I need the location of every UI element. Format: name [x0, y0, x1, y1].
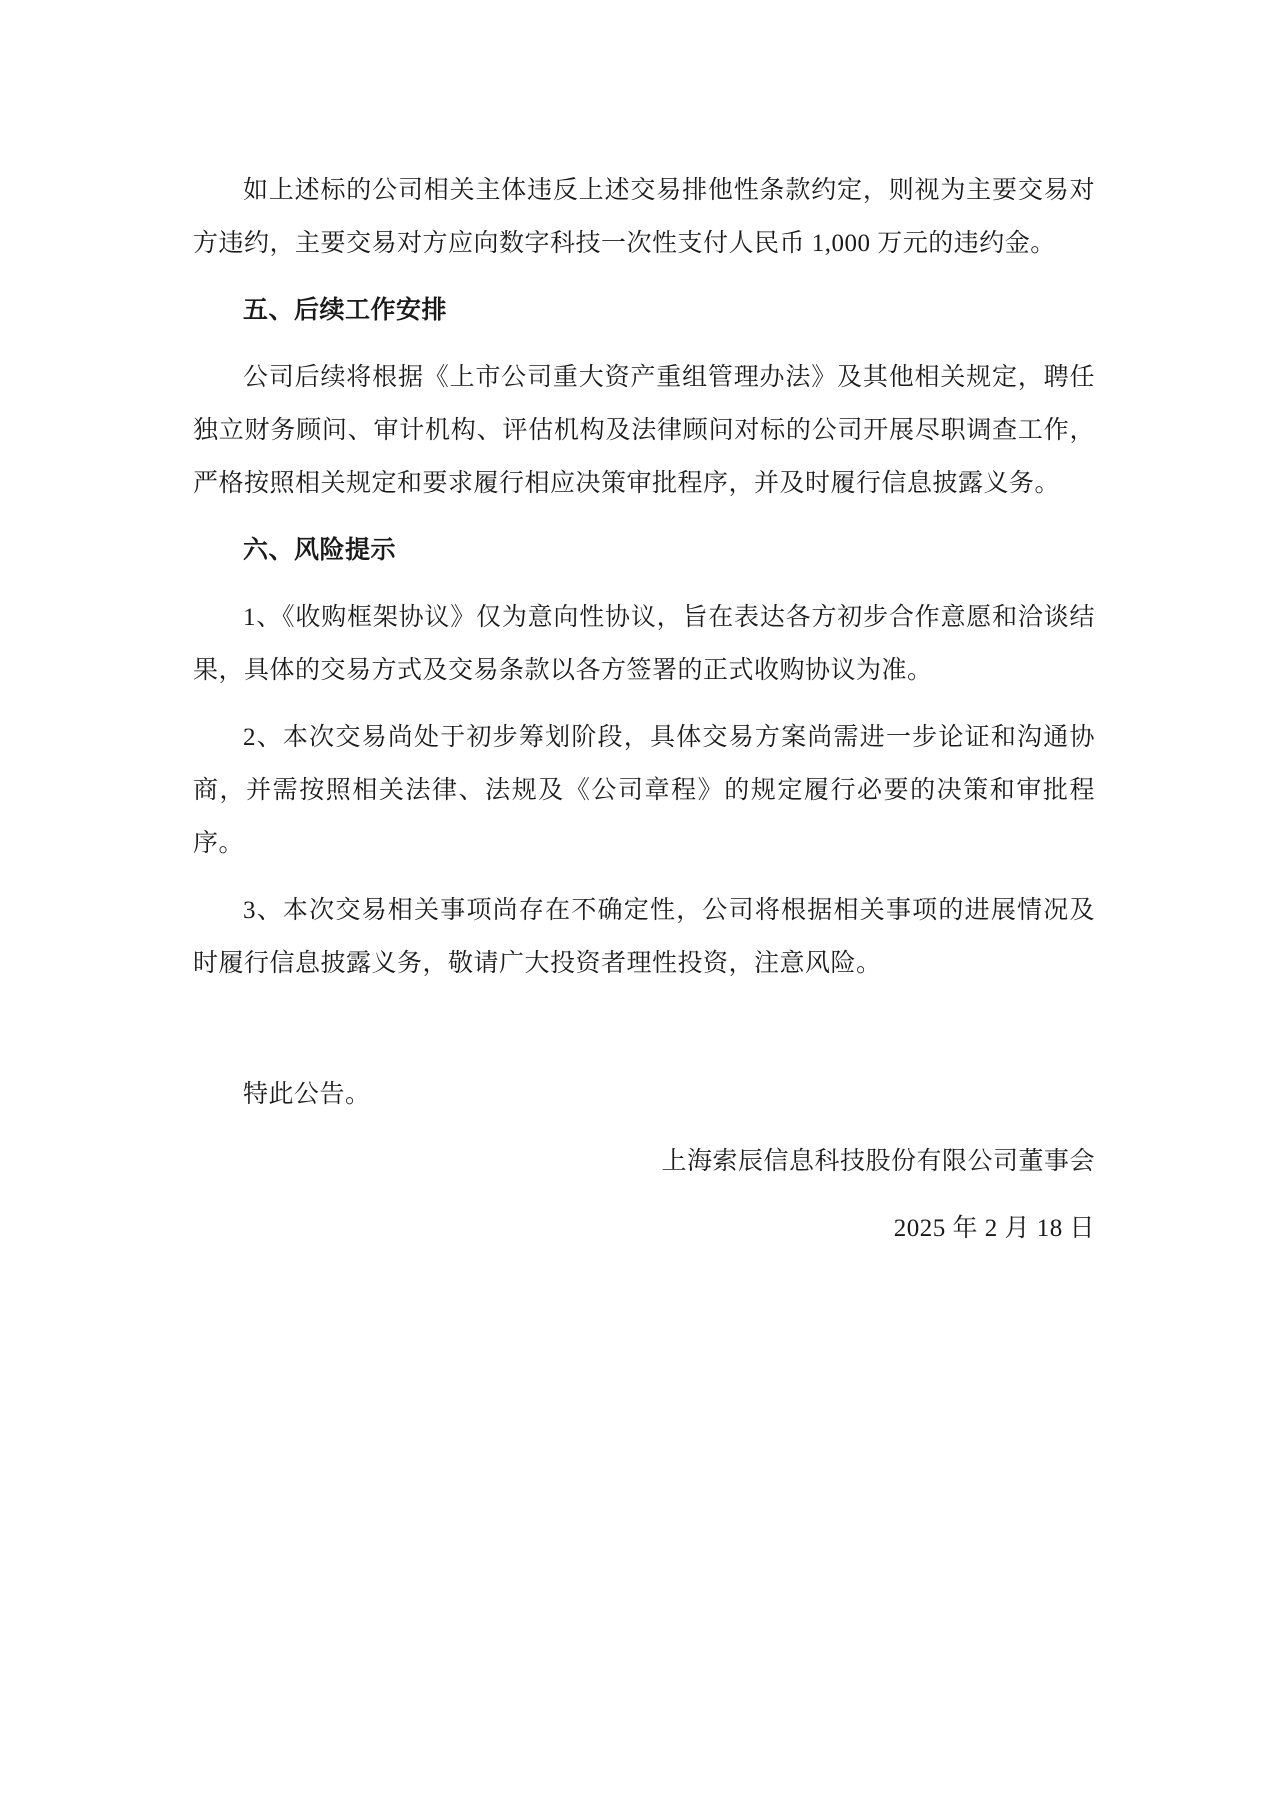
paragraph-breach-penalty: 如上述标的公司相关主体违反上述交易排他性条款约定，则视为主要交易对方违约，主要交易对方应向数字科技一次性支付人民币 1,000 万元的违约金。 [193, 177, 1095, 257]
risk-item-1: 1、《收购框架协议》仅为意向性协议，旨在表达各方初步合作意愿和洽谈结果，具体的交易方式及交易条款以各方签署的正式收购协议为准。 [193, 604, 1095, 684]
section-5-heading: 五、后续工作安排 [243, 296, 448, 324]
closing-statement: 特此公告。 [243, 1081, 371, 1108]
signature-block [193, 1135, 1095, 1255]
signature-date: 2025 年 2 月 18 日 [893, 1215, 1095, 1242]
document-content [193, 164, 1095, 1269]
section-5-paragraph: 公司后续将根据《上市公司重大资产重组管理办法》及其他相关规定，聘任独立财务顾问、审计机构、评估机构及法律顾问对标的公司开展尽职调查工作，严格按照相关规定和要求履行相应决策审批程序，并及时履行信息披露义务。 [193, 364, 1095, 497]
signature-company: 上海索辰信息科技股份有限公司董事会 [661, 1148, 1095, 1175]
vertical-gap [193, 1004, 1095, 1068]
risk-item-2: 2、本次交易尚处于初步筹划阶段，具体交易方案尚需进一步论证和沟通协商，并需按照相关法律、法规及《公司章程》的规定履行必要的决策和审批程序。 [193, 724, 1095, 857]
risk-item-3: 3、本次交易相关事项尚存在不确定性，公司将根据相关事项的进展情况及时履行信息披露义务，敬请广大投资者理性投资，注意风险。 [193, 897, 1095, 977]
section-6-heading: 六、风险提示 [243, 536, 397, 564]
